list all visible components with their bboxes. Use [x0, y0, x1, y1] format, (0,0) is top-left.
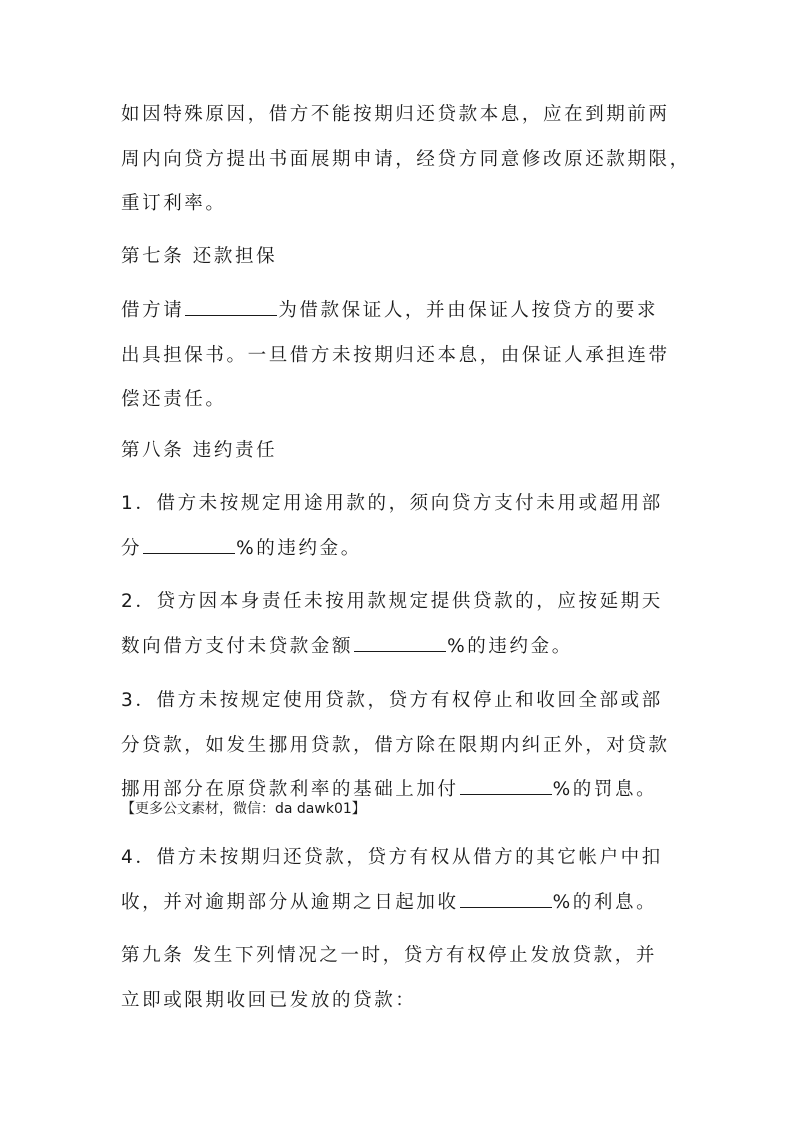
text-line: 3．借方未按规定使用贷款，贷方有权停止和收回全部或部 — [121, 690, 663, 711]
text-line: 第九条 发生下列情况之一时，贷方有权停止发放贷款，并 — [121, 945, 657, 966]
text-line: 2．贷方因本身责任未按用款规定提供贷款的，应按延期天 — [121, 591, 663, 612]
text-line: 收，并对逾期部分从逾期之日起加收 %的利息。 — [121, 881, 681, 926]
text-line: 挪用部分在原贷款利率的基础上加付 %的罚息。 — [121, 768, 681, 813]
paragraph-guarantee — [121, 289, 681, 423]
clause-3 — [121, 679, 681, 813]
article-7-heading: 第七条 还款担保 — [121, 246, 278, 267]
text-line: 周内向贷方提出书面展期申请，经贷方同意修改原还款期限， — [121, 148, 691, 170]
clause-2 — [121, 580, 681, 669]
fill-blank — [143, 533, 235, 554]
article-9-paragraph — [121, 934, 681, 1023]
text-line: 数向借方支付未贷款金额 %的违约金。 — [121, 625, 681, 670]
text-line: 立即或限期收回已发放的贷款： — [121, 989, 417, 1011]
fill-blank — [354, 631, 446, 652]
clause-1 — [121, 482, 681, 571]
text-line: 出具担保书。一旦借方未按期归还本息，由保证人承担连带 — [121, 344, 670, 366]
text-line: 偿还责任。 — [121, 389, 227, 410]
article-8-heading: 第八条 违约责任 — [121, 440, 278, 461]
fill-blank — [460, 774, 552, 795]
text-line: 分贷款，如发生挪用贷款，借方除在限期内纠正外，对贷款 — [121, 734, 670, 756]
text-line: 如因特殊原因，借方不能按期归还贷款本息，应在到期前两 — [121, 104, 670, 125]
text-line: 借方请 为借款保证人，并由保证人按贷方的要求 — [121, 289, 681, 334]
fill-blank — [460, 887, 552, 908]
text-line: 4．借方未按期归还贷款，贷方有权从借方的其它帐户中扣 — [121, 847, 663, 868]
promo-note: 【更多公文素材，微信：da dawk01】 — [121, 801, 366, 817]
clause-4 — [121, 836, 681, 925]
text-line: 1．借方未按规定用途用款的，须向贷方支付未用或超用部 — [121, 493, 663, 514]
text-line: 重订利率。 — [121, 193, 227, 214]
paragraph-extension — [121, 93, 691, 227]
fill-blank — [185, 295, 277, 316]
text-line: 分 %的违约金。 — [121, 527, 681, 572]
